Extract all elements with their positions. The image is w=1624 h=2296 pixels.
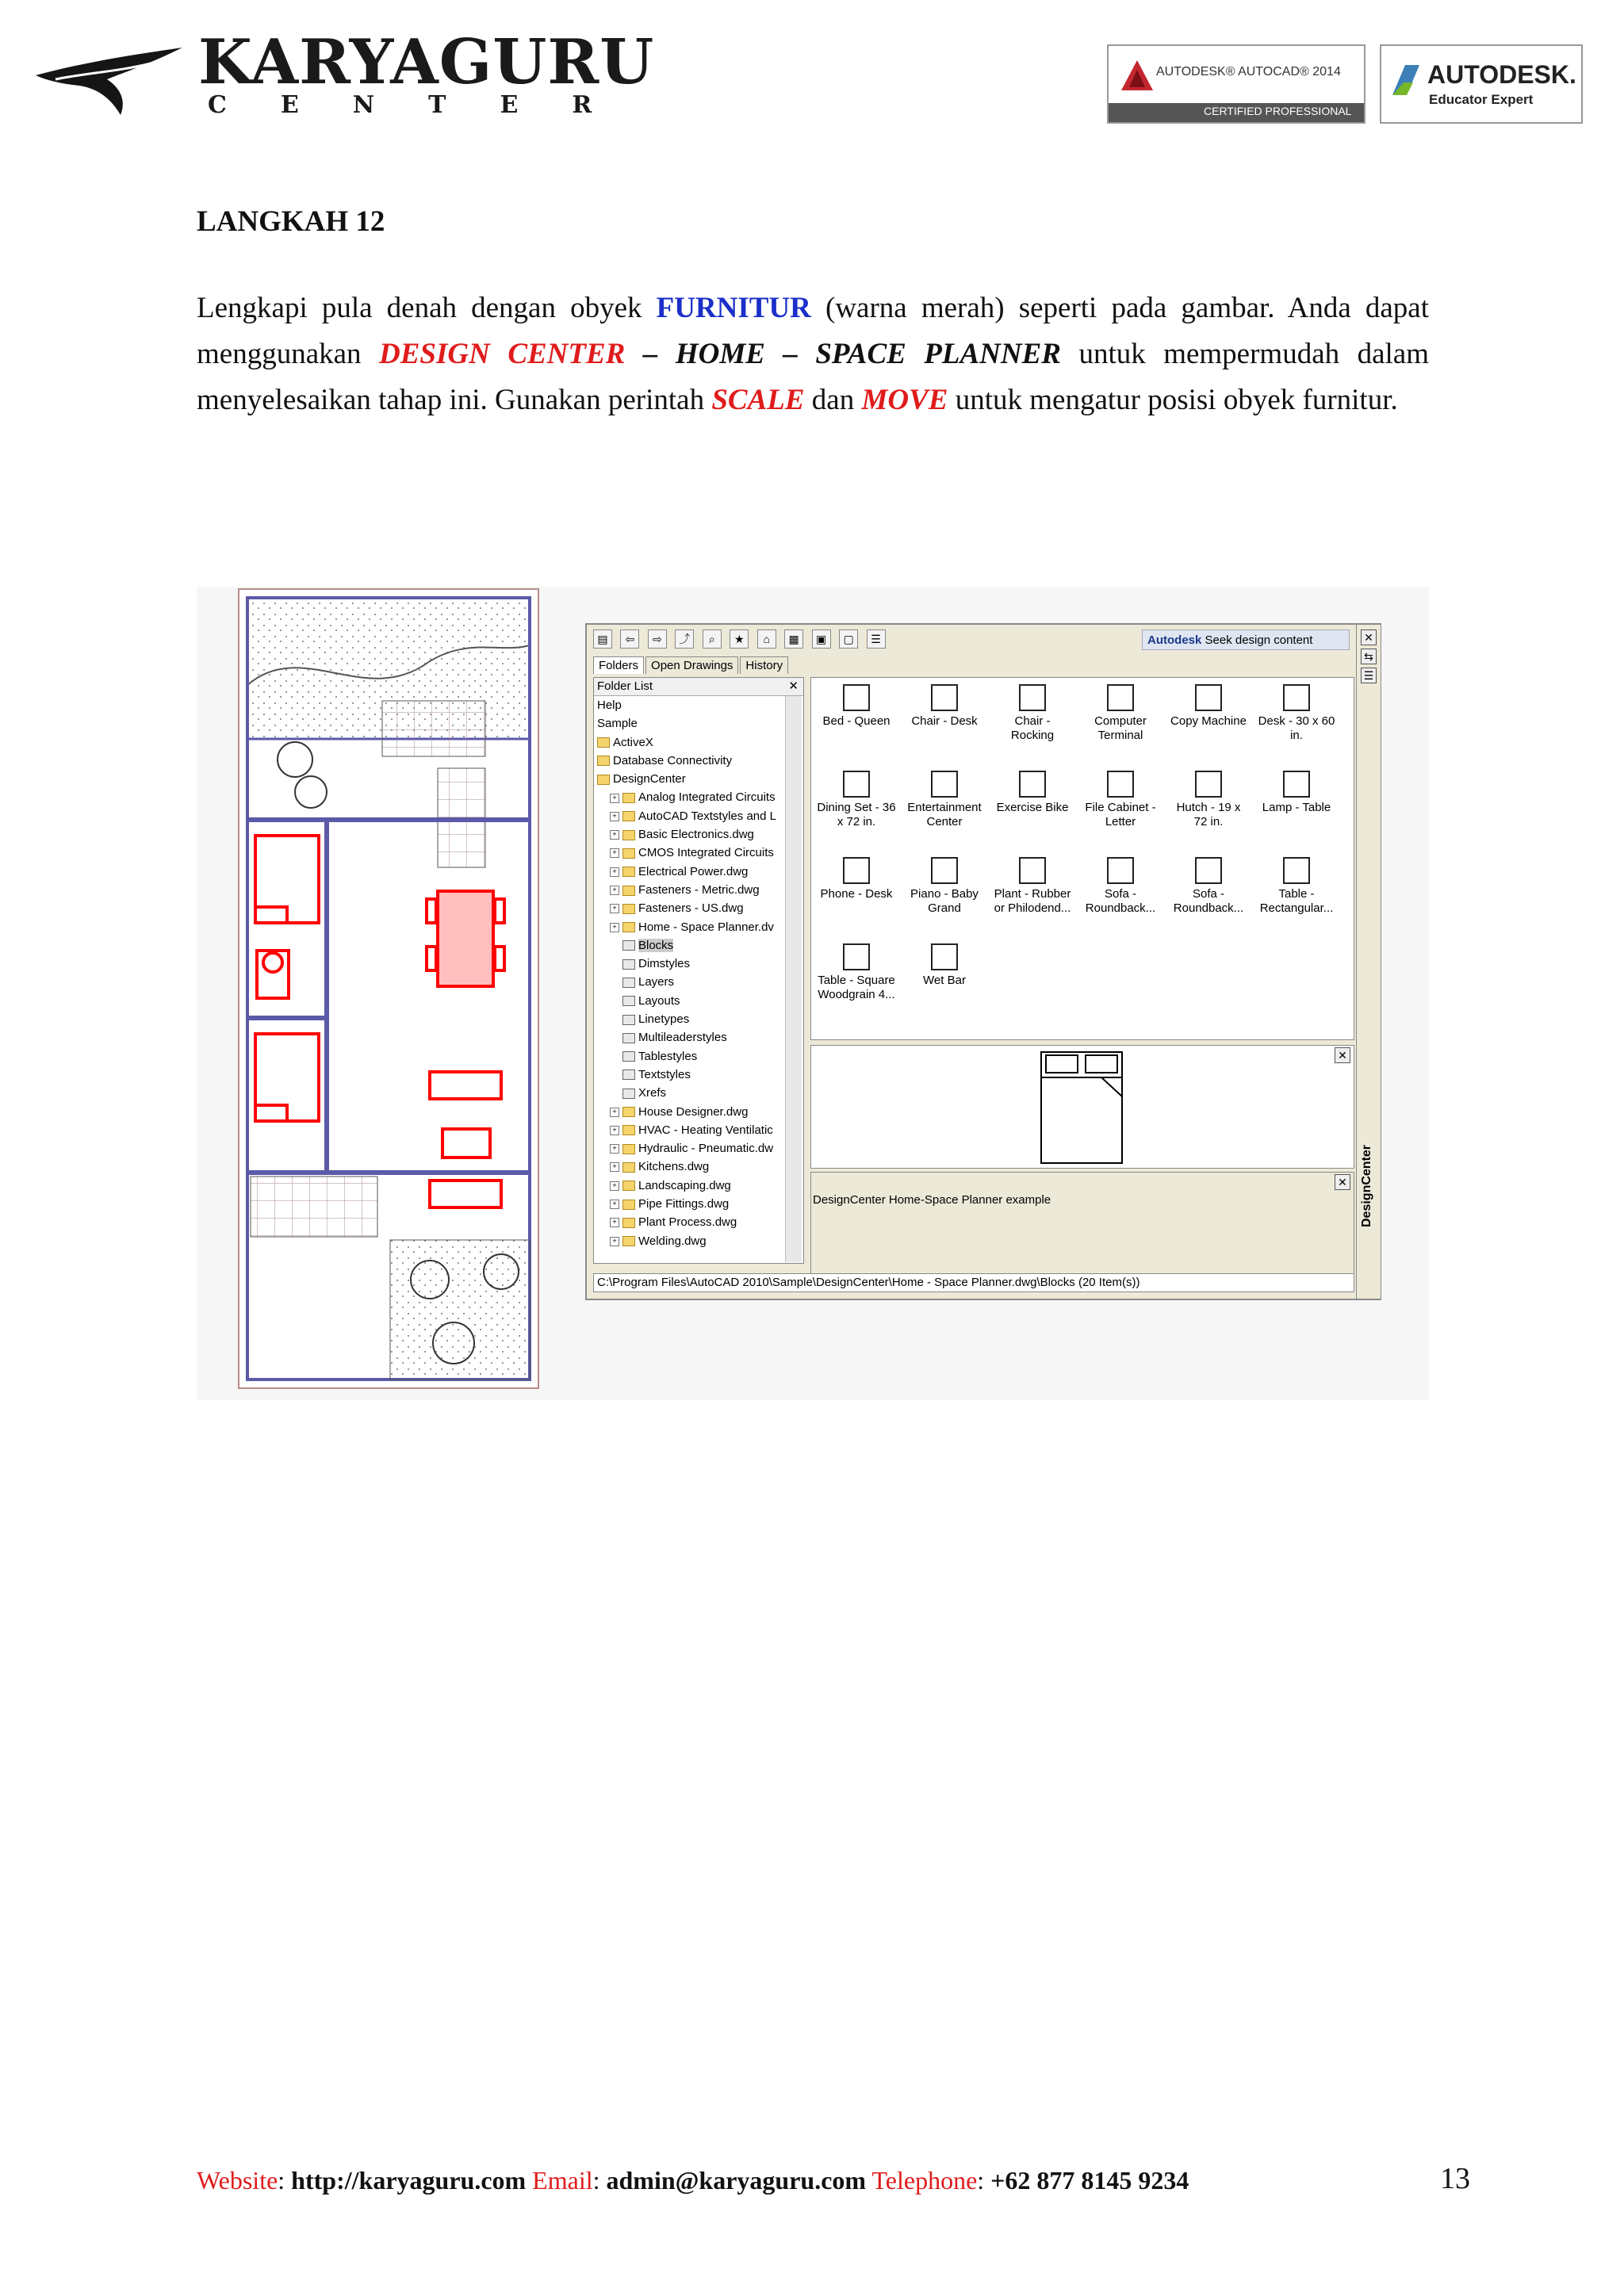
tree-item-label: Layouts	[638, 993, 680, 1008]
tree-item[interactable]	[594, 1177, 803, 1195]
search-icon[interactable]: ⌕	[703, 629, 722, 649]
block-label: Roundback...	[1085, 901, 1156, 915]
folder-scrollbar[interactable]	[785, 696, 802, 1262]
block-label: Grand	[928, 901, 961, 915]
block-thumbnail-icon	[931, 771, 958, 798]
drawing-icon	[622, 830, 635, 840]
block-label: Computer	[1094, 714, 1147, 728]
block-item[interactable]	[1164, 771, 1253, 829]
autocad-logo-icon	[1120, 59, 1155, 94]
seek-text: Seek design content	[1205, 633, 1313, 647]
dash-1: –	[625, 338, 676, 370]
keyword-move: MOVE	[861, 384, 948, 416]
para-text-1: Lengkapi pula denah dengan obyek	[197, 292, 657, 324]
toilet-icon	[257, 951, 289, 998]
expand-icon[interactable]: +	[610, 830, 619, 840]
block-item[interactable]	[1252, 771, 1341, 815]
block-label: 72 in.	[1193, 815, 1224, 828]
sofa-icon	[430, 1181, 501, 1207]
expand-icon[interactable]: +	[610, 1237, 619, 1246]
tree-item[interactable]	[594, 1010, 803, 1028]
brand-name: KARYAGURU	[198, 26, 655, 98]
tree-item-label: AutoCAD Textstyles and L	[638, 809, 776, 823]
keyword-space-planner: SPACE PLANNER	[815, 338, 1061, 370]
block-label: Sofa -	[1192, 887, 1225, 901]
tree-item-label: Basic Electronics.dwg	[638, 828, 754, 842]
tree-item[interactable]	[594, 881, 803, 899]
tree-item-label: Pipe Fittings.dwg	[638, 1197, 730, 1211]
block-thumbnail-icon	[931, 684, 958, 711]
sofa-icon	[430, 1072, 501, 1099]
drawing-icon	[622, 904, 635, 914]
block-item[interactable]	[900, 684, 989, 729]
tab-folders[interactable]: Folders	[593, 656, 644, 674]
close-palette-icon[interactable]: ✕	[1361, 629, 1377, 645]
autocad-certified-badge	[1107, 44, 1365, 124]
bed-preview-icon	[1038, 1049, 1125, 1166]
expand-icon[interactable]: +	[610, 848, 619, 858]
tree-icon	[295, 776, 327, 808]
block-thumbnail-icon	[1019, 771, 1046, 798]
forward-arrow-icon[interactable]: ⇨	[648, 629, 667, 649]
tree-item[interactable]	[594, 992, 803, 1010]
block-thumbnail-icon	[843, 943, 870, 970]
drawing-icon	[622, 1236, 635, 1246]
tree-item[interactable]	[594, 788, 803, 806]
tree-toggle-icon[interactable]: ▤	[593, 629, 612, 649]
folder-icon	[597, 756, 610, 766]
tree-item[interactable]	[594, 1195, 803, 1213]
para-text-5: untuk mengatur posisi obyek furnitur.	[948, 384, 1398, 416]
block-thumbnail-icon	[1107, 771, 1134, 798]
tree-item[interactable]	[594, 696, 803, 714]
block-label: Letter	[1105, 815, 1136, 828]
tree-item[interactable]	[594, 1158, 803, 1176]
expand-icon[interactable]: +	[610, 1144, 619, 1154]
colon: :	[278, 2166, 292, 2195]
block-label: Chair -	[1014, 714, 1051, 728]
block-item[interactable]	[988, 771, 1077, 815]
tree-item-label: Welding.dwg	[638, 1234, 707, 1248]
tree-item[interactable]	[594, 1213, 803, 1231]
tree-item[interactable]	[594, 770, 803, 788]
expand-icon[interactable]: +	[610, 904, 619, 913]
drawing-icon	[622, 848, 635, 859]
tree-item[interactable]	[594, 1232, 803, 1250]
block-icon	[622, 1070, 635, 1080]
keyword-scale: SCALE	[711, 384, 805, 416]
block-label: Rocking	[1010, 729, 1055, 742]
expand-icon[interactable]: +	[610, 886, 619, 895]
tree-item-label: Plant Process.dwg	[638, 1215, 737, 1230]
badge1-subtitle: CERTIFIED PROFESSIONAL	[1204, 105, 1352, 117]
block-label: Exercise Bike	[996, 801, 1069, 814]
dc-palette-sidebar	[1356, 625, 1381, 1299]
drawing-icon	[622, 1107, 635, 1117]
drawing-icon	[622, 1144, 635, 1154]
back-arrow-icon[interactable]: ⇦	[620, 629, 639, 649]
tree-item[interactable]	[594, 1047, 803, 1066]
block-label: Chair - Desk	[911, 714, 978, 728]
expand-icon[interactable]: +	[610, 867, 619, 877]
block-label: Plant - Rubber	[994, 887, 1071, 901]
block-label: Table - Square	[818, 974, 895, 987]
tree-item[interactable]	[594, 733, 803, 752]
tree-item[interactable]	[594, 752, 803, 770]
block-icon	[622, 940, 635, 951]
block-item[interactable]	[1252, 857, 1341, 916]
folder-tree	[594, 696, 803, 1250]
block-item[interactable]	[812, 771, 901, 829]
tree-item-label: Kitchens.dwg	[638, 1160, 710, 1174]
tree-item[interactable]	[594, 955, 803, 973]
up-folder-icon[interactable]: ⤴	[675, 629, 694, 649]
block-label: Roundback...	[1173, 901, 1244, 915]
favorites-icon[interactable]: ★	[730, 629, 749, 649]
dash-2: –	[764, 338, 816, 370]
drawing-icon	[622, 922, 635, 932]
block-thumbnail-icon	[1283, 684, 1310, 711]
karyaguru-logo	[32, 32, 190, 119]
block-icon	[622, 1015, 635, 1025]
block-item[interactable]	[900, 771, 989, 829]
block-label: Table -	[1278, 887, 1315, 901]
block-thumbnail-icon	[931, 857, 958, 884]
phone-number: +62 877 8145 9234	[990, 2166, 1189, 2195]
block-label: Bed - Queen	[822, 714, 891, 728]
expand-icon[interactable]: +	[610, 1126, 619, 1135]
tree-item-label: Layers	[638, 975, 675, 989]
phone-label: Telephone	[871, 2166, 978, 2195]
block-thumbnail-icon	[843, 684, 870, 711]
email-link[interactable]: admin@karyaguru.com	[606, 2166, 867, 2195]
autodesk-educator-badge	[1380, 44, 1583, 124]
auto-hide-icon[interactable]: ⇆	[1361, 649, 1377, 664]
tree-item-label: Linetypes	[638, 1012, 690, 1027]
block-label: Piano - Baby	[910, 887, 979, 901]
block-label: Center	[926, 815, 963, 828]
block-item[interactable]	[988, 857, 1077, 916]
seek-brand: Autodesk	[1147, 633, 1202, 647]
block-label: x 72 in.	[837, 815, 876, 828]
block-icon	[622, 1089, 635, 1099]
tree-item-label: Dimstyles	[638, 957, 691, 971]
expand-icon[interactable]: +	[610, 1200, 619, 1209]
drawing-icon	[622, 793, 635, 803]
tree-item[interactable]	[594, 936, 803, 955]
tree-item-label: Hydraulic - Pneumatic.dw	[638, 1142, 774, 1156]
tree-item-label: Sample	[597, 717, 638, 731]
home-icon[interactable]: ⌂	[757, 629, 776, 649]
tree-item-label: Tablestyles	[638, 1049, 698, 1063]
block-icon	[622, 959, 635, 970]
drawing-icon	[622, 1125, 635, 1135]
block-item[interactable]	[900, 857, 989, 916]
colon: :	[592, 2166, 607, 2195]
drawing-icon	[622, 1181, 635, 1191]
tree-item[interactable]	[594, 918, 803, 936]
design-center-window	[585, 623, 1381, 1300]
website-link[interactable]: http://karyaguru.com	[291, 2166, 527, 2195]
tree-item-label: Fasteners - US.dwg	[638, 901, 744, 916]
expand-icon[interactable]: +	[610, 812, 619, 821]
block-icon	[622, 996, 635, 1006]
bird-logo-icon	[32, 32, 190, 119]
autodesk-logo-icon	[1389, 62, 1423, 97]
block-item[interactable]	[988, 684, 1077, 743]
folder-list-header	[594, 678, 803, 696]
block-label: File Cabinet -	[1085, 801, 1156, 814]
status-bar: C:\Program Files\AutoCAD 2010\Sample\DesignCenter\Home - Space Planner.dwg\Blocks (20 Item(s))	[593, 1273, 1354, 1292]
tree-item-label: House Designer.dwg	[638, 1104, 749, 1119]
tree-item[interactable]	[594, 807, 803, 825]
floor-plan-drawing	[238, 588, 539, 1389]
tree-item-label: Home - Space Planner.dv	[638, 920, 774, 934]
colon: :	[977, 2166, 991, 2195]
expand-icon[interactable]: +	[610, 1218, 619, 1227]
tree-item-label: Textstyles	[638, 1067, 691, 1081]
tree-item-label: Multileaderstyles	[638, 1031, 727, 1045]
footer-contact	[197, 2166, 1189, 2195]
block-thumbnail-icon	[1019, 857, 1046, 884]
website-label: Website	[197, 2166, 278, 2195]
tree-item[interactable]	[594, 1103, 803, 1121]
tree-item-label: Fasteners - Metric.dwg	[638, 882, 760, 897]
block-thumbnail-icon	[931, 943, 958, 970]
instruction-paragraph	[197, 285, 1429, 423]
drawing-icon	[622, 886, 635, 896]
drawing-icon	[622, 1200, 635, 1210]
block-thumbnail-icon	[1283, 771, 1310, 798]
floor-plan-svg	[239, 590, 538, 1387]
close-preview-icon[interactable]: ✕	[1335, 1047, 1350, 1063]
expand-icon[interactable]: +	[610, 794, 619, 803]
block-thumbnail-icon	[1283, 857, 1310, 884]
blocks-content-pane	[810, 677, 1354, 1040]
block-item[interactable]	[900, 943, 989, 988]
block-label: Copy Machine	[1170, 714, 1247, 728]
tree-item[interactable]	[594, 1121, 803, 1139]
dc-tabs	[593, 656, 790, 677]
tree-item-label: Xrefs	[638, 1086, 667, 1100]
folder-list-pane	[593, 677, 804, 1264]
block-item[interactable]	[1076, 684, 1165, 743]
expand-icon[interactable]: +	[610, 923, 619, 932]
drawing-icon	[622, 1218, 635, 1228]
block-item[interactable]	[1076, 857, 1165, 916]
tree-view-icon[interactable]: ▦	[784, 629, 803, 649]
expand-icon[interactable]: +	[610, 1162, 619, 1172]
badge2-title: AUTODESK.	[1427, 60, 1576, 89]
folder-icon	[597, 737, 610, 748]
close-description-icon[interactable]: ✕	[1335, 1174, 1350, 1190]
tree-item[interactable]	[594, 863, 803, 881]
block-label: Desk - 30 x 60	[1258, 714, 1335, 728]
tree-item-label: Blocks	[638, 938, 674, 952]
block-item[interactable]	[812, 684, 901, 729]
tree-icon	[278, 742, 312, 777]
block-label: Sofa -	[1104, 887, 1137, 901]
block-label: or Philodend...	[994, 901, 1071, 915]
badge1-title: AUTODESK® AUTOCAD® 2014	[1156, 65, 1341, 78]
dining-table-icon	[438, 891, 493, 986]
block-thumbnail-icon	[1195, 771, 1222, 798]
tree-item[interactable]	[594, 1066, 803, 1084]
seek-design-content-button[interactable]	[1142, 629, 1350, 650]
block-item[interactable]	[1164, 684, 1253, 729]
block-thumbnail-icon	[1195, 684, 1222, 711]
tree-item[interactable]	[594, 844, 803, 862]
block-thumbnail-icon	[1107, 684, 1134, 711]
block-icon	[622, 1051, 635, 1062]
views-icon[interactable]: ☰	[867, 629, 886, 649]
block-thumbnail-icon	[1195, 857, 1222, 884]
brand-subtitle: CENTER	[208, 91, 646, 119]
block-label: in.	[1290, 729, 1303, 742]
tree-item-label: Electrical Power.dwg	[638, 864, 749, 878]
drawing-icon	[622, 867, 635, 877]
palette-title: DesignCenter	[1360, 1144, 1373, 1227]
block-thumbnail-icon	[1019, 684, 1046, 711]
close-icon[interactable]: ✕	[788, 679, 799, 693]
block-item[interactable]	[812, 943, 901, 1002]
block-label: Entertainment	[907, 801, 982, 814]
page-number: 13	[1440, 2162, 1470, 2195]
block-item[interactable]	[1252, 684, 1341, 743]
block-icon	[622, 978, 635, 988]
tree-item-label: CMOS Integrated Circuits	[638, 846, 774, 860]
tree-item-label: Landscaping.dwg	[638, 1178, 731, 1192]
tree-item[interactable]	[594, 1084, 803, 1102]
block-thumbnail-icon	[1107, 857, 1134, 884]
tab-open-drawings[interactable]: Open Drawings	[645, 656, 738, 674]
block-icon	[622, 1033, 635, 1043]
tree-item[interactable]	[594, 1028, 803, 1047]
block-thumbnail-icon	[843, 857, 870, 884]
tree-item[interactable]	[594, 899, 803, 917]
keyword-design-center: DESIGN CENTER	[379, 338, 626, 370]
block-label: Dining Set - 36	[817, 801, 896, 814]
tree-item[interactable]	[594, 714, 803, 733]
para-text-3: untuk mempermudah dalam menyelesaikan tahap ini. Gunakan perintah	[197, 338, 1430, 416]
folder-icon	[597, 775, 610, 785]
tree-item-label: Help	[597, 698, 622, 712]
keyword-furnitur: FURNITUR	[656, 292, 811, 324]
para-text-2: (warna merah) seperti pada gambar. Anda dapat menggunakan	[197, 292, 1429, 370]
expand-icon[interactable]: +	[610, 1181, 619, 1191]
description-icon[interactable]: ▢	[839, 629, 858, 649]
preview-icon[interactable]: ▣	[812, 629, 831, 649]
email-label: Email	[532, 2166, 593, 2195]
drawing-icon	[622, 1162, 635, 1173]
tree-item[interactable]	[594, 1139, 803, 1158]
properties-icon[interactable]: ☰	[1361, 668, 1377, 683]
block-label: Woodgrain 4...	[818, 988, 895, 1001]
tree-item-label: Database Connectivity	[613, 753, 733, 767]
tree-item-label: Analog Integrated Circuits	[638, 790, 776, 805]
tree-item-label: ActiveX	[613, 735, 653, 749]
drawing-icon	[622, 811, 635, 821]
block-label: Hutch - 19 x	[1176, 801, 1241, 814]
block-label: Rectangular...	[1259, 901, 1334, 915]
badge2-subtitle: Educator Expert	[1429, 92, 1534, 107]
tab-history[interactable]: History	[740, 656, 788, 674]
block-label: Phone - Desk	[820, 887, 893, 901]
block-item[interactable]	[812, 857, 901, 901]
block-label: Terminal	[1097, 729, 1143, 742]
block-label: Lamp - Table	[1262, 801, 1331, 814]
tree-item[interactable]	[594, 825, 803, 844]
block-item[interactable]	[1076, 771, 1165, 829]
tree-item-label: HVAC - Heating Ventilatic	[638, 1123, 773, 1137]
tree-item[interactable]	[594, 973, 803, 991]
folder-list-label: Folder List	[597, 679, 653, 693]
tree-item-label: DesignCenter	[613, 772, 686, 786]
step-heading: LANGKAH 12	[197, 205, 385, 238]
block-label: Wet Bar	[923, 974, 966, 987]
para-text-4: dan	[804, 384, 862, 416]
keyword-home: HOME	[675, 338, 765, 370]
expand-icon[interactable]: +	[610, 1108, 619, 1117]
block-thumbnail-icon	[843, 771, 870, 798]
description-text: DesignCenter Home-Space Planner example	[813, 1193, 1051, 1207]
block-item[interactable]	[1164, 857, 1253, 916]
preview-pane	[810, 1045, 1354, 1169]
